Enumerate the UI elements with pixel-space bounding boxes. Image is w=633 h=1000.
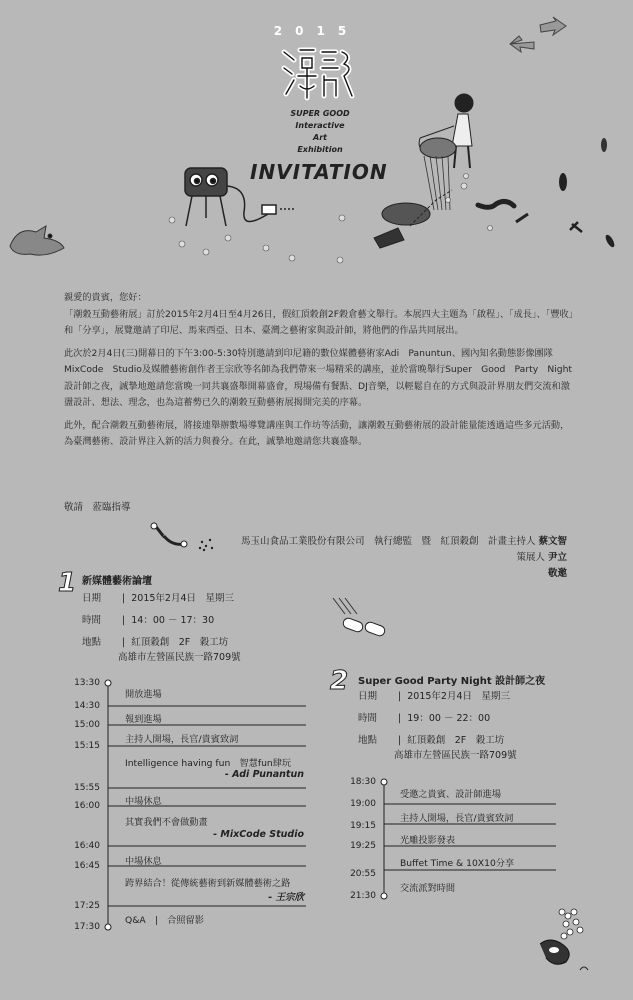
timeline-time: 16:40 <box>74 841 100 851</box>
timeline-time: 18:30 <box>350 777 376 787</box>
speaker-name: - Adi Punantun <box>224 769 304 780</box>
letter-greeting: 親愛的貴賓，您好： <box>64 292 147 303</box>
timeline-time: 20:55 <box>350 869 376 879</box>
timeline-time: 19:15 <box>350 821 376 831</box>
time-label: 時間 <box>82 615 102 626</box>
speaker-name: - MixCode Studio <box>213 829 304 840</box>
signature-closing: 敬邀 <box>547 568 567 579</box>
time-label: 時間 <box>358 713 378 724</box>
timeline-time: 13:30 <box>74 678 100 688</box>
event1-place: 紅頂穀創 2F 穀工坊 <box>131 637 229 648</box>
event1-address: 高雄市左營區民族一路709號 <box>118 652 241 663</box>
arrow-icon <box>510 17 566 52</box>
corner-illustration <box>520 900 620 980</box>
letter-paragraph: 「潮穀互動藝術展」訂於2015年2月4日至4月26日，假紅頂穀創2F穀倉藝文舉行。本展四大主題為「啟程」、「成長」、「豐收」和「分享」，展覽邀請了印尼、馬來西亞、日本、臺灣之藝術家與設計師，將他們的作品共同展出。 <box>64 308 574 336</box>
timeline-item: 交流派對時間 <box>400 883 456 894</box>
timeline-item: 主持人開場，長官/貴賓致詞 <box>125 734 239 745</box>
speaker-name: - 王宗欣 <box>268 892 304 903</box>
timeline-time: 15:55 <box>74 783 100 793</box>
timeline-item: 光雕投影發表 <box>400 835 456 846</box>
subtitle-line: Interactive <box>295 121 345 130</box>
timeline-item: 中場休息 <box>125 856 162 867</box>
event2-address: 高雄市左營區民族一路709號 <box>394 750 517 761</box>
subtitle-line: SUPER GOOD <box>290 109 350 118</box>
signature-title: 策展人 <box>516 552 545 563</box>
event2-number: 2 <box>330 666 349 696</box>
timeline-item: 開放進場 <box>125 689 162 700</box>
letter-paragraph: 此外，配合潮穀互動藝術展，將接連舉辦數場導覽講座與工作坊等活動，讓潮穀互動藝術展的設計能量能透過這些多元活動，為臺灣藝術、設計界注入新的活力與養分。在此，誠摯地邀請您共襄盛舉。 <box>64 419 570 447</box>
event1-info: 日期 | 2015年2月4日 星期三 時間 | 14：00 － 17：30 地點 | 紅頂穀創 2F 穀工坊 高雄市左營區民族一路709號 <box>82 588 241 669</box>
dinosaur-icon <box>10 226 64 255</box>
timeline-time: 16:00 <box>74 801 100 811</box>
place-label: 地點 <box>358 735 378 746</box>
year: 2015 <box>273 24 360 38</box>
timeline-time: 14:30 <box>74 701 100 711</box>
signature-block <box>241 534 567 582</box>
event1-title: 新媒體藝術論壇 <box>82 576 152 587</box>
timeline-item: 中場休息 <box>125 796 162 807</box>
timeline-time: 19:00 <box>350 799 376 809</box>
timeline-item: 報到進場 <box>125 714 162 725</box>
timeline-item: 跨界結合！從傳統藝術到新媒體藝術之路 <box>125 878 291 889</box>
subtitle-line: Exhibition <box>297 145 343 154</box>
place-label: 地點 <box>82 637 102 648</box>
timeline-time: 15:00 <box>74 720 100 730</box>
timeline-time: 15:15 <box>74 741 100 751</box>
signature-title: 馬玉山食品工業股份有限公司 執行總監 暨 紅頂穀創 計畫主持人 <box>240 536 536 547</box>
timeline-time: 16:45 <box>74 861 100 871</box>
capsules-decoration <box>325 596 395 646</box>
event1-date: 2015年2月4日 星期三 <box>131 593 235 604</box>
event2-place: 紅頂穀創 2F 穀工坊 <box>407 735 505 746</box>
event2-time: 19：00 － 22：00 <box>407 713 491 724</box>
timeline-time: 17:30 <box>74 922 100 932</box>
signature-name: 蔡文智 <box>538 536 567 547</box>
timeline-item: Intelligence having fun 智慧fun肆玩 <box>125 758 292 769</box>
event1-time: 14：00 － 17：30 <box>131 615 215 626</box>
tv-robot-icon <box>185 168 296 226</box>
timeline-time: 19:25 <box>350 841 376 851</box>
event2-title: Super Good Party Night 設計師之夜 <box>358 676 546 687</box>
timeline-time: 21:30 <box>350 891 376 901</box>
letter-signoff: 敬請 蒞臨指導 <box>64 502 131 513</box>
date-label: 日期 <box>82 593 102 604</box>
timeline-item: 受邀之貴賓、設計師進場 <box>400 789 502 800</box>
event2-info: 日期 | 2015年2月4日 星期三 時間 | 19：00 － 22：00 地點 | 紅頂穀創 2F 穀工坊 高雄市左營區民族一路709號 <box>358 686 517 767</box>
invitation-title: INVITATION <box>250 160 388 184</box>
subtitle-line: Art <box>313 133 327 142</box>
date-label: 日期 <box>358 691 378 702</box>
timeline-item: Buffet Time & 10X10分享 <box>400 858 515 869</box>
signature-name: 尹立 <box>547 552 567 563</box>
squiggle-decoration <box>140 520 230 560</box>
timeline-time: 17:25 <box>74 901 100 911</box>
worm-icon <box>478 201 514 207</box>
timeline-item: 其實我們不會做動畫 <box>125 817 208 828</box>
header-illustrations <box>0 0 633 280</box>
letter-paragraph: 此次於2月4日(三)開幕日的下午3:00-5:30特別邀請到印尼籍的數位媒體藝術家Adi Panuntun、國內知名動態影像團隊MixCode Studio及媒體藝術創作者王宗欣等名師為我們帶來一場精采的講座，並於當晚舉行Super Good Party Night設計師之夜，誠摯地邀請您當晚一同共襄盛舉開幕盛會，現場備有餐點、DJ音樂，以輕鬆自在的方式與設計界朋友們交流和激盪設計、想法、理念，也為這蓄勢已久的潮穀互動藝術展揭開完美的序幕。 <box>64 347 573 408</box>
event2-date: 2015年2月4日 星期三 <box>407 691 511 702</box>
letter-body <box>64 290 576 451</box>
timeline-item: Q&A | 合照留影 <box>125 915 204 926</box>
timeline-item: 主持人開場，長官/貴賓致詞 <box>400 813 514 824</box>
girl-with-harp-illustration <box>374 94 473 248</box>
event1-number: 1 <box>58 568 77 598</box>
